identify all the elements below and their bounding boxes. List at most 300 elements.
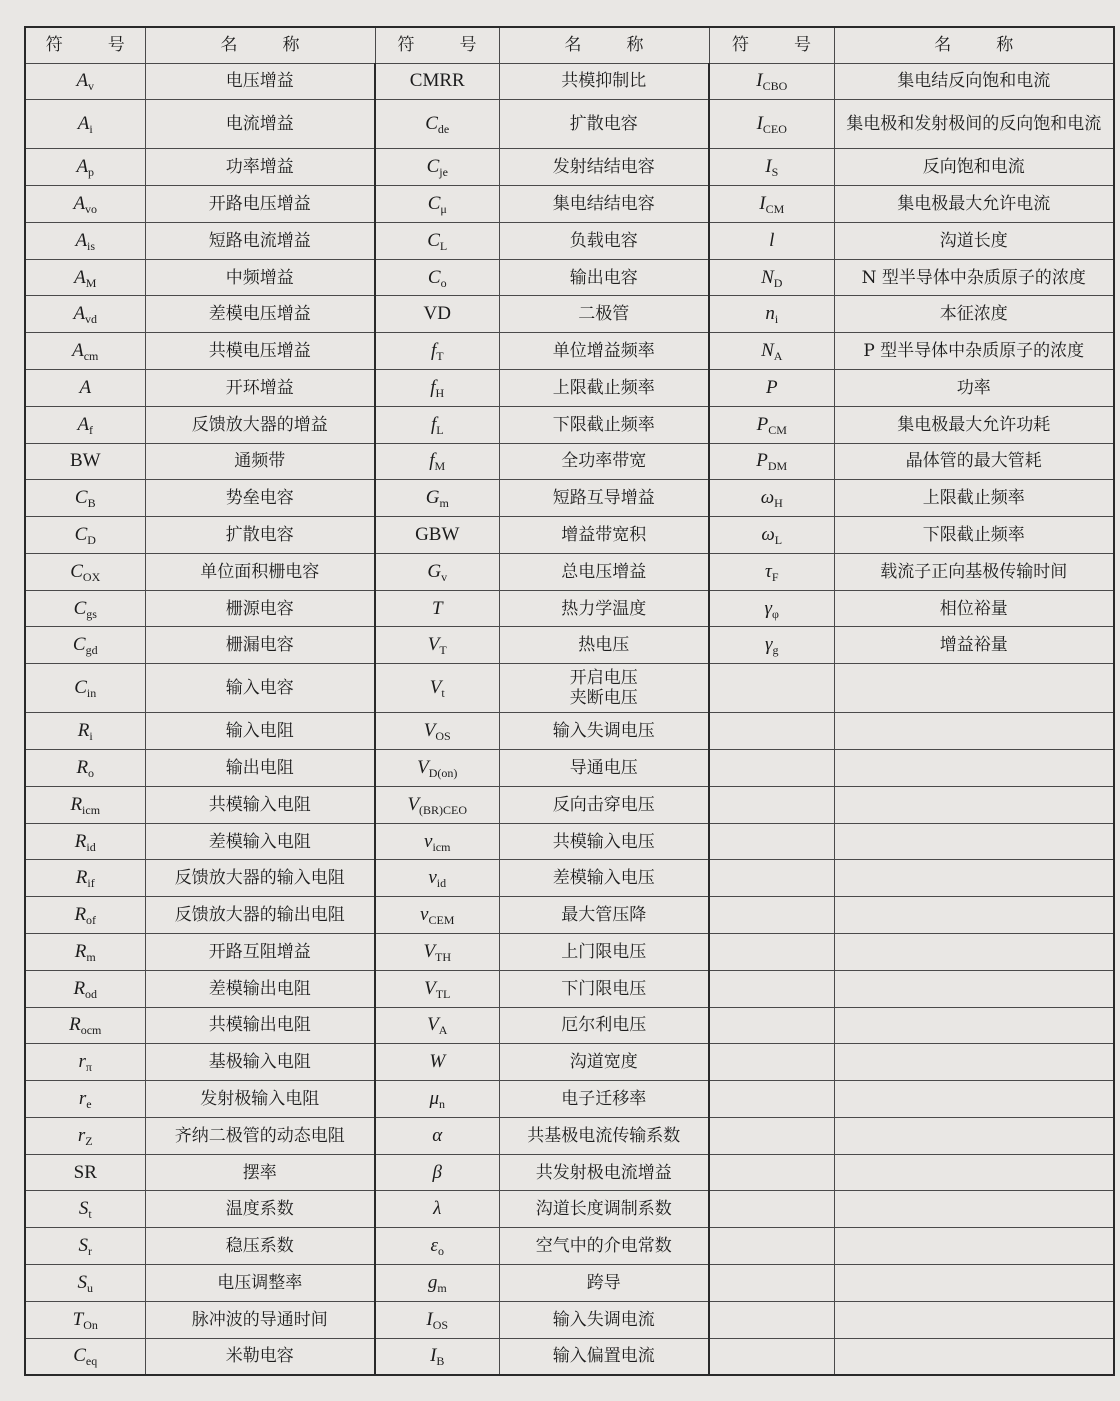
symbol-cell xyxy=(375,713,499,750)
name-cell xyxy=(834,786,1114,823)
symbol-base: λ xyxy=(433,1198,442,1220)
symbol-cell xyxy=(375,1191,499,1228)
symbol-cell xyxy=(25,259,145,296)
symbol-base: VD xyxy=(423,303,451,325)
symbol-table xyxy=(24,26,1115,1376)
name-text: 共模输出电阻 xyxy=(208,1015,311,1036)
symbol-cell xyxy=(709,1044,834,1081)
symbol-cell xyxy=(375,149,499,186)
name-text: 电压调整率 xyxy=(217,1272,303,1293)
name-cell xyxy=(499,443,709,480)
symbol-subscript: D(on) xyxy=(428,765,458,780)
name-text: 共模输入电压 xyxy=(552,831,655,852)
symbol-cell xyxy=(25,370,145,407)
name-cell xyxy=(145,186,375,223)
symbol-base: SR xyxy=(73,1161,97,1183)
name-cell xyxy=(145,63,375,100)
symbol-base: T xyxy=(72,1308,84,1330)
name-cell xyxy=(499,406,709,443)
symbol-cell xyxy=(25,480,145,517)
symbol-cell xyxy=(25,1301,145,1338)
symbol-cell xyxy=(709,897,834,934)
symbol-base: C xyxy=(74,487,88,509)
symbol-cell xyxy=(709,933,834,970)
symbol-subscript: u xyxy=(87,1280,93,1295)
table-body xyxy=(25,63,1114,1375)
name-cell xyxy=(145,970,375,1007)
name-text: 共模电压增益 xyxy=(208,341,311,362)
symbol-subscript: H xyxy=(774,496,783,511)
name-text: 短路互导增益 xyxy=(552,488,655,509)
symbol-subscript: A xyxy=(438,1023,448,1038)
name-cell xyxy=(499,259,709,296)
name-cell xyxy=(145,786,375,823)
name-cell xyxy=(499,897,709,934)
symbol-subscript: gs xyxy=(86,606,97,621)
name-cell xyxy=(499,1265,709,1302)
symbol-cell xyxy=(709,627,834,664)
name-cell xyxy=(145,443,375,480)
symbol-cell xyxy=(375,1228,499,1265)
header-name: 名 称 xyxy=(834,27,1114,63)
symbol-subscript: icm xyxy=(432,839,451,854)
symbol-base: A xyxy=(74,266,86,288)
name-cell xyxy=(145,480,375,517)
symbol-cell xyxy=(709,823,834,860)
symbol-subscript: r xyxy=(88,1244,92,1259)
name-cell xyxy=(499,627,709,664)
name-cell xyxy=(499,750,709,787)
table-row xyxy=(25,713,1114,750)
name-cell xyxy=(145,406,375,443)
symbol-base: I xyxy=(426,1308,433,1330)
name-cell xyxy=(145,1007,375,1044)
name-cell xyxy=(145,1044,375,1081)
symbol-subscript: M xyxy=(434,459,446,474)
name-text: 发射结结电容 xyxy=(552,157,655,178)
symbol-base: ω xyxy=(760,487,775,509)
table-row xyxy=(25,517,1114,554)
symbol-base: R xyxy=(73,977,86,999)
name-cell xyxy=(834,296,1114,333)
symbol-cell xyxy=(25,517,145,554)
name-cell xyxy=(145,823,375,860)
name-text: 总电压增益 xyxy=(561,561,647,582)
name-text: 发射极输入电阻 xyxy=(200,1088,320,1109)
symbol-cell xyxy=(25,186,145,223)
header-symbol: 符 号 xyxy=(709,27,834,63)
symbol-subscript: OX xyxy=(82,569,101,584)
name-cell xyxy=(834,970,1114,1007)
name-text: 短路电流增益 xyxy=(208,230,311,251)
symbol-cell xyxy=(375,1301,499,1338)
name-cell xyxy=(834,222,1114,259)
symbol-cell xyxy=(375,1117,499,1154)
table-row xyxy=(25,786,1114,823)
symbol-subscript: e xyxy=(86,1096,92,1111)
name-cell xyxy=(145,713,375,750)
name-cell xyxy=(499,664,709,713)
name-cell xyxy=(834,517,1114,554)
name-text: 脉冲波的导通时间 xyxy=(191,1309,328,1330)
symbol-subscript: id xyxy=(436,876,447,891)
name-text: 反馈放大器的输出电阻 xyxy=(174,905,345,926)
symbol-cell xyxy=(25,296,145,333)
symbol-subscript: eq xyxy=(85,1354,98,1369)
symbol-base: S xyxy=(78,1198,89,1220)
symbol-cell xyxy=(25,1228,145,1265)
name-text: 功率 xyxy=(956,377,991,398)
name-cell xyxy=(145,860,375,897)
table-row xyxy=(25,823,1114,860)
name-text: 电子迁移率 xyxy=(561,1088,647,1109)
symbol-subscript: T xyxy=(436,349,444,364)
symbol-subscript: B xyxy=(87,496,96,511)
symbol-subscript: p xyxy=(88,165,95,180)
symbol-base: P xyxy=(756,413,769,435)
name-text: 输出电阻 xyxy=(225,757,294,778)
symbol-cell xyxy=(709,860,834,897)
name-cell xyxy=(499,1228,709,1265)
symbol-subscript: t xyxy=(88,1207,92,1222)
symbol-cell xyxy=(375,406,499,443)
symbol-cell xyxy=(375,553,499,590)
name-text: 差模输入电压 xyxy=(552,868,655,889)
symbol-cell xyxy=(375,370,499,407)
symbol-subscript: ocm xyxy=(80,1023,102,1038)
symbol-cell xyxy=(25,443,145,480)
name-text: 反向饱和电流 xyxy=(922,157,1025,178)
name-cell xyxy=(834,627,1114,664)
symbol-cell xyxy=(709,786,834,823)
symbol-base: S xyxy=(78,1235,88,1257)
symbol-base: v xyxy=(428,867,437,889)
name-text: 共模输入电阻 xyxy=(208,794,311,815)
table-row xyxy=(25,259,1114,296)
symbol-subscript: D xyxy=(773,275,783,290)
name-cell xyxy=(499,1191,709,1228)
symbol-subscript: OS xyxy=(435,729,451,744)
symbol-cell xyxy=(25,63,145,100)
symbol-base: V xyxy=(427,1014,439,1036)
name-cell xyxy=(499,370,709,407)
symbol-cell xyxy=(709,553,834,590)
name-cell xyxy=(499,517,709,554)
symbol-cell xyxy=(709,333,834,370)
name-text: 共发射极电流增益 xyxy=(535,1162,672,1183)
symbol-subscript: cm xyxy=(83,349,99,364)
table-row xyxy=(25,333,1114,370)
name-text: P 型半导体中杂质原子的浓度 xyxy=(863,341,1085,362)
symbol-base: A xyxy=(75,229,88,251)
symbol-cell xyxy=(25,1081,145,1118)
symbol-base: C xyxy=(73,1345,86,1367)
name-text: 集电结反向饱和电流 xyxy=(897,71,1051,92)
table-row xyxy=(25,370,1114,407)
name-cell xyxy=(499,590,709,627)
symbol-base: C xyxy=(70,560,83,582)
symbol-cell xyxy=(25,970,145,1007)
table-row xyxy=(25,1338,1114,1375)
name-cell xyxy=(834,1117,1114,1154)
symbol-cell xyxy=(25,1044,145,1081)
symbol-cell xyxy=(375,1044,499,1081)
symbol-subscript: gd xyxy=(85,643,98,658)
name-text: 栅漏电容 xyxy=(225,635,294,656)
symbol-cell xyxy=(375,823,499,860)
symbol-cell xyxy=(375,259,499,296)
name-cell xyxy=(145,1117,375,1154)
symbol-cell xyxy=(709,1191,834,1228)
symbol-cell xyxy=(375,750,499,787)
symbol-base: R xyxy=(77,720,90,742)
name-cell xyxy=(499,1301,709,1338)
name-text: 单位面积栅电容 xyxy=(200,561,320,582)
symbol-cell xyxy=(709,1081,834,1118)
symbol-subscript: v xyxy=(88,79,95,94)
symbol-subscript: S xyxy=(771,165,779,180)
symbol-cell xyxy=(709,100,834,149)
name-cell xyxy=(499,1338,709,1375)
table-row xyxy=(25,406,1114,443)
symbol-cell xyxy=(25,222,145,259)
name-cell xyxy=(145,1338,375,1375)
name-text: 热电压 xyxy=(578,635,630,656)
symbol-base: A xyxy=(73,303,86,325)
name-cell xyxy=(145,1301,375,1338)
symbol-base: v xyxy=(420,904,429,926)
symbol-cell xyxy=(375,970,499,1007)
symbol-base: n xyxy=(765,303,775,325)
name-cell xyxy=(834,1044,1114,1081)
symbol-subscript: TH xyxy=(435,949,452,964)
symbol-base: C xyxy=(425,113,438,135)
symbol-base: I xyxy=(765,156,772,178)
table-row xyxy=(25,1228,1114,1265)
symbol-base: N xyxy=(761,266,774,288)
table-row xyxy=(25,1044,1114,1081)
symbol-subscript: π xyxy=(85,1060,92,1075)
symbol-base: r xyxy=(77,1124,86,1146)
symbol-cell xyxy=(709,713,834,750)
symbol-subscript: CBO xyxy=(762,79,788,94)
symbol-cell xyxy=(709,1154,834,1191)
symbol-cell xyxy=(709,664,834,713)
name-text: 上限截止频率 xyxy=(922,488,1025,509)
symbol-subscript: T xyxy=(439,643,447,658)
symbol-cell xyxy=(375,786,499,823)
name-text: 集电结结电容 xyxy=(552,193,655,214)
symbol-base: V xyxy=(407,793,420,815)
name-cell xyxy=(834,713,1114,750)
name-text: 输入失调电压 xyxy=(552,721,655,742)
symbol-cell xyxy=(709,1007,834,1044)
name-cell xyxy=(834,149,1114,186)
name-text: 稳压系数 xyxy=(225,1236,294,1257)
name-cell xyxy=(834,664,1114,713)
symbol-subscript: if xyxy=(87,876,95,891)
symbol-base: A xyxy=(79,376,92,398)
symbol-subscript: de xyxy=(437,122,450,137)
name-text: 电流增益 xyxy=(225,114,294,135)
symbol-cell xyxy=(375,933,499,970)
symbol-base: C xyxy=(72,634,86,656)
name-cell xyxy=(834,590,1114,627)
name-text: 中频增益 xyxy=(225,267,294,288)
name-text: 集电极最大允许电流 xyxy=(897,193,1051,214)
name-cell xyxy=(834,333,1114,370)
symbol-subscript: g xyxy=(772,643,779,658)
name-text: 输入偏置电流 xyxy=(552,1346,655,1367)
symbol-base: ω xyxy=(761,524,775,546)
symbol-cell xyxy=(25,1338,145,1375)
name-text: N 型半导体中杂质原子的浓度 xyxy=(861,267,1086,288)
name-cell xyxy=(834,186,1114,223)
name-cell xyxy=(834,443,1114,480)
symbol-cell xyxy=(375,1154,499,1191)
name-text: 负载电容 xyxy=(569,230,638,251)
name-text: 下门限电压 xyxy=(561,978,647,999)
name-cell xyxy=(499,186,709,223)
name-text: 集电极最大允许功耗 xyxy=(897,414,1051,435)
symbol-base: C xyxy=(74,524,88,546)
symbol-cell xyxy=(709,750,834,787)
symbol-subscript: CM xyxy=(768,422,787,437)
name-cell xyxy=(834,1338,1114,1375)
symbol-subscript: n xyxy=(439,1096,446,1111)
symbol-base: V xyxy=(423,940,436,962)
symbol-cell xyxy=(25,786,145,823)
symbol-subscript: CEM xyxy=(428,913,455,928)
symbol-subscript: o xyxy=(440,275,447,290)
name-text: 下限截止频率 xyxy=(922,525,1025,546)
symbol-subscript: TL xyxy=(435,986,451,1001)
symbol-cell xyxy=(709,480,834,517)
symbol-subscript: L xyxy=(439,238,448,253)
symbol-cell xyxy=(25,1265,145,1302)
table-row xyxy=(25,222,1114,259)
symbol-base: f xyxy=(430,376,436,398)
symbol-cell xyxy=(375,517,499,554)
name-cell xyxy=(834,1301,1114,1338)
name-cell xyxy=(499,480,709,517)
symbol-cell xyxy=(375,480,499,517)
table-row xyxy=(25,480,1114,517)
symbol-base: g xyxy=(427,1271,438,1293)
symbol-subscript: CM xyxy=(765,201,785,216)
symbol-base: β xyxy=(432,1161,442,1183)
symbol-base: I xyxy=(756,113,763,135)
table-row xyxy=(25,750,1114,787)
name-text: 开路电压增益 xyxy=(208,193,311,214)
symbol-cell xyxy=(709,1265,834,1302)
table-row xyxy=(25,1154,1114,1191)
name-cell xyxy=(499,1044,709,1081)
symbol-subscript: vd xyxy=(85,312,98,327)
name-text: 沟道宽度 xyxy=(569,1052,638,1073)
name-cell xyxy=(145,259,375,296)
symbol-cell xyxy=(25,627,145,664)
table-row xyxy=(25,664,1114,713)
name-cell xyxy=(499,63,709,100)
symbol-base: R xyxy=(74,904,87,926)
symbol-cell xyxy=(375,1265,499,1302)
symbol-base: f xyxy=(430,413,437,435)
symbol-subscript: OS xyxy=(432,1317,449,1332)
symbol-cell xyxy=(709,590,834,627)
symbol-cell xyxy=(375,860,499,897)
symbol-base: C xyxy=(427,266,441,288)
symbol-base: I xyxy=(756,70,763,92)
name-text: 沟道长度调制系数 xyxy=(535,1199,672,1220)
name-cell xyxy=(499,1081,709,1118)
symbol-cell xyxy=(709,222,834,259)
symbol-subscript: m xyxy=(437,1280,447,1295)
symbol-cell xyxy=(25,823,145,860)
table-row xyxy=(25,627,1114,664)
name-cell xyxy=(499,713,709,750)
symbol-cell xyxy=(25,1154,145,1191)
symbol-base: A xyxy=(76,70,89,92)
table-row xyxy=(25,1265,1114,1302)
symbol-base: γ xyxy=(764,597,773,619)
name-cell xyxy=(499,786,709,823)
name-cell xyxy=(499,333,709,370)
name-text: 电压增益 xyxy=(225,71,294,92)
symbol-subscript: M xyxy=(85,275,97,290)
symbol-cell xyxy=(375,443,499,480)
symbol-base: f xyxy=(429,450,435,472)
name-cell xyxy=(145,627,375,664)
name-text: 厄尔利电压 xyxy=(561,1015,647,1036)
name-cell xyxy=(145,553,375,590)
symbol-base: α xyxy=(432,1124,443,1146)
name-text: 夹断电压 xyxy=(569,688,638,709)
name-text: 差模电压增益 xyxy=(208,304,311,325)
name-cell xyxy=(834,480,1114,517)
symbol-base: A xyxy=(77,413,90,435)
symbol-subscript: of xyxy=(86,913,97,928)
symbol-cell xyxy=(25,333,145,370)
name-text: 输入失调电流 xyxy=(552,1309,655,1330)
symbol-subscript: in xyxy=(86,686,97,701)
table-row xyxy=(25,1301,1114,1338)
symbol-subscript: icm xyxy=(82,802,101,817)
symbol-subscript: L xyxy=(436,422,444,437)
name-text: 空气中的介电常数 xyxy=(535,1236,672,1257)
symbol-base: R xyxy=(69,1014,81,1036)
table-row xyxy=(25,186,1114,223)
symbol-base: A xyxy=(77,113,90,135)
name-cell xyxy=(145,296,375,333)
symbol-subscript: m xyxy=(439,496,449,511)
symbol-base: V xyxy=(417,756,429,778)
symbol-base: I xyxy=(430,1345,437,1367)
name-text: 二极管 xyxy=(578,304,630,325)
symbol-base: V xyxy=(424,977,436,999)
symbol-cell xyxy=(25,1007,145,1044)
symbol-cell xyxy=(25,664,145,713)
header-row xyxy=(25,27,1114,63)
symbol-base: V xyxy=(427,634,440,656)
name-cell xyxy=(499,823,709,860)
symbol-cell xyxy=(375,1007,499,1044)
name-text: 输入电阻 xyxy=(225,721,294,742)
symbol-subscript: A xyxy=(773,349,783,364)
symbol-subscript: DM xyxy=(767,459,788,474)
table-row xyxy=(25,970,1114,1007)
table-row xyxy=(25,933,1114,970)
